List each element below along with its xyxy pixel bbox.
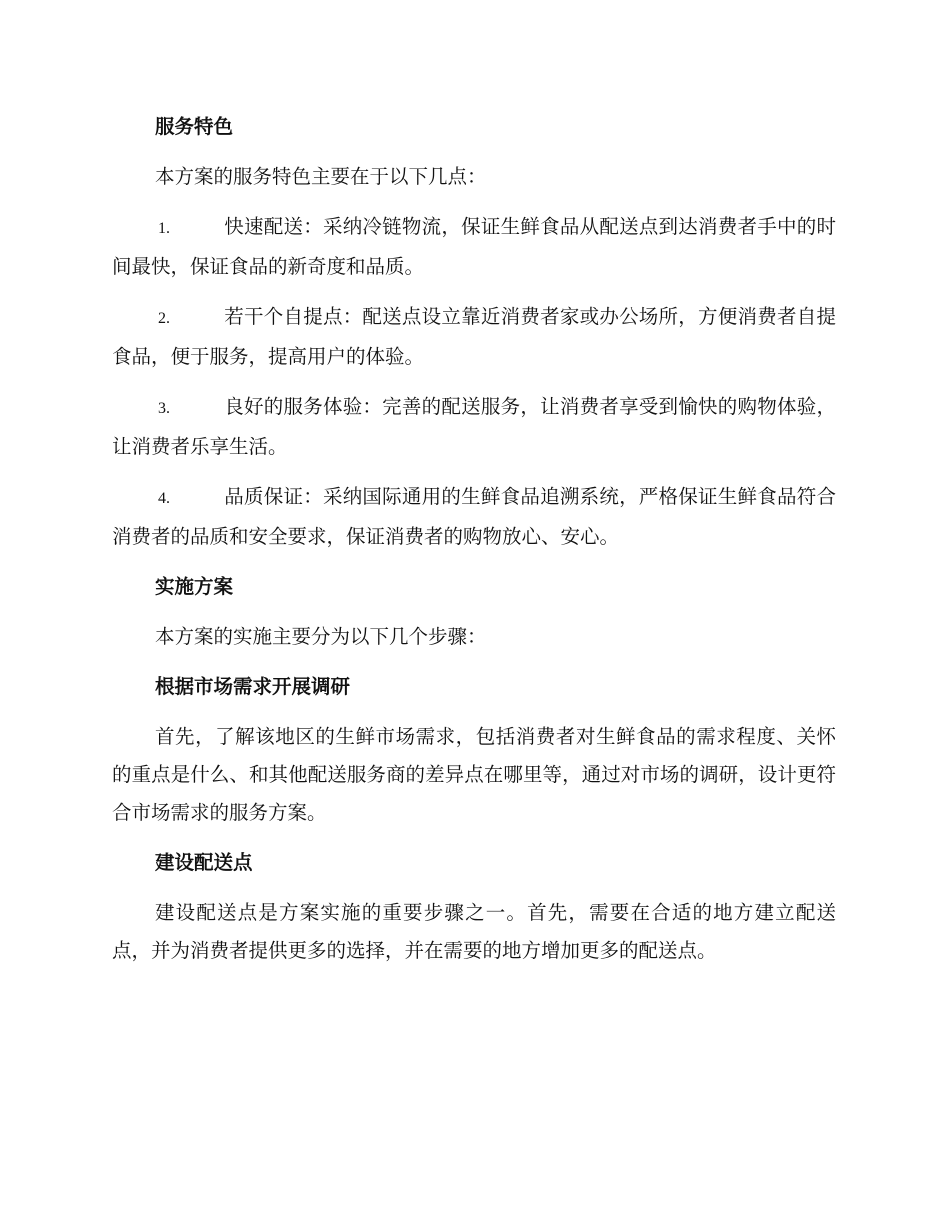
list-item-number: 3. (158, 400, 170, 417)
list-item-text: 若干个自提点：配送点设立靠近消费者家或办公场所，方便消费者自提食品，便于服务，提高用户的体验。 (112, 305, 836, 368)
document-page (112, 108, 836, 982)
list-item-text: 快速配送：采纳冷链物流，保证生鲜食品从配送点到达消费者手中的时间最快，保证食品的新奇度和品质。 (112, 215, 836, 278)
section-heading-implementation: 实施方案 (155, 575, 234, 598)
list-item (112, 478, 836, 556)
list-item-text: 品质保证：采纳国际通用的生鲜食品追溯系统，严格保证生鲜食品符合消费者的品质和安全要求，保证消费者的购物放心、安心。 (112, 485, 836, 548)
list-item-number: 2. (158, 310, 170, 327)
subheading-build-delivery-points: 建设配送点 (155, 851, 253, 874)
list-item (112, 298, 836, 376)
paragraph-service-intro: 本方案的服务特色主要在于以下几点： (155, 165, 487, 188)
subheading-market-research: 根据市场需求开展调研 (155, 675, 351, 698)
list-item-number: 4. (158, 490, 170, 507)
list-item (112, 388, 836, 466)
paragraph-build-delivery-points: 建设配送点是方案实施的重要步骤之一。首先，需要在合适的地方建立配送点，并为消费者提供更多的选择，并在需要的地方增加更多的配送点。 (112, 901, 836, 962)
section-heading-service-features: 服务特色 (155, 115, 234, 138)
list-item (112, 208, 836, 286)
paragraph-implementation-intro: 本方案的实施主要分为以下几个步骤： (155, 625, 487, 648)
paragraph-market-research: 首先，了解该地区的生鲜市场需求，包括消费者对生鲜食品的需求程度、关怀的重点是什么、和其他配送服务商的差异点在哪里等，通过对市场的调研，设计更符合市场需求的服务方案。 (112, 725, 836, 824)
list-item-number: 1. (158, 220, 170, 237)
list-item-text: 良好的服务体验：完善的配送服务，让消费者享受到愉快的购物体验，让消费者乐享生活。 (112, 395, 836, 458)
